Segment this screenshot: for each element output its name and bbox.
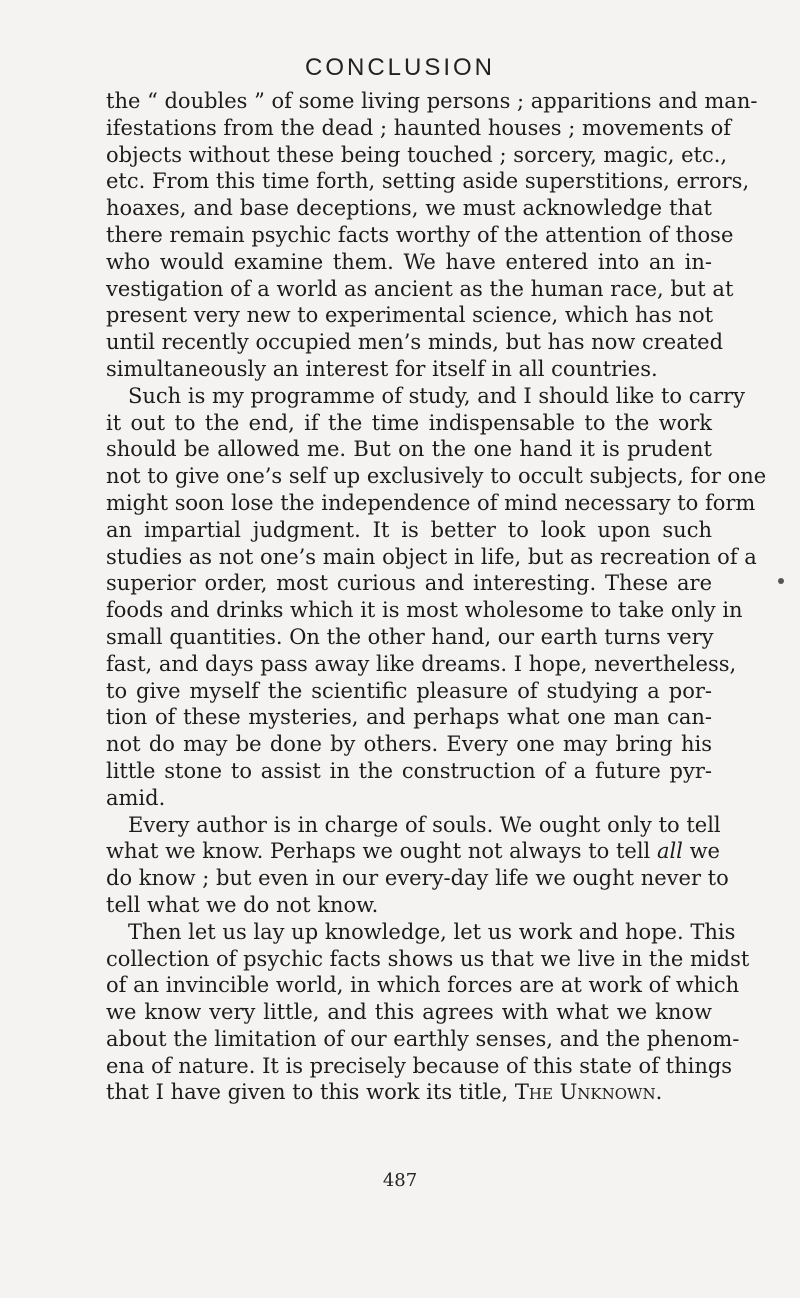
running-header: CONCLUSION — [304, 54, 496, 81]
text-line — [106, 1079, 712, 1106]
emphasis: all — [656, 839, 683, 864]
text-line: hoaxes, and base deceptions, we must acknowledge that — [106, 196, 712, 221]
text-line: foods and drinks which it is most wholesome to take only in — [106, 598, 743, 623]
ink-mark — [778, 578, 784, 584]
text-line: to give myself the scientific pleasure of studying a por- — [106, 678, 712, 703]
text-line: ifestations from the dead ; haunted houses ; movements of — [106, 115, 731, 140]
text-line: fast, and days pass away like dreams. I hope, nevertheless, — [106, 651, 737, 676]
text-line: small quantities. On the other hand, our earth turns very — [106, 624, 714, 649]
text-line: it out to the end, if the time indispensable to the work — [106, 410, 712, 435]
text-line: who would examine them. We have entered into an in- — [106, 249, 712, 274]
text-line: simultaneously an interest for itself in all countries. — [106, 356, 658, 381]
text-line: amid. — [106, 785, 166, 810]
book-title: The Unknown — [514, 1080, 656, 1105]
text-line: Then let us lay up knowledge, let us work and hope. This — [128, 919, 736, 944]
text-line: superior order, most curious and interesting. These are — [106, 571, 712, 596]
text-line: an impartial judgment. It is better to look upon such — [106, 517, 712, 542]
text-line: until recently occupied men’s minds, but has now created — [106, 330, 724, 355]
page-number: 487 — [382, 1170, 418, 1191]
text-line: tell what we do not know. — [106, 892, 379, 917]
text-segment: we — [682, 839, 720, 864]
text-line: do know ; but even in our every-day life we ought never to — [106, 866, 729, 891]
text-line: about the limitation of our earthly senses, and the phenom- — [106, 1026, 740, 1051]
text-line: should be allowed me. But on the one hand it is prudent — [106, 437, 712, 462]
text-line — [106, 838, 720, 865]
text-line: studies as not one’s main object in life, but as recreation of a — [106, 544, 757, 569]
text-line: tion of these mysteries, and perhaps what one man can- — [106, 705, 712, 730]
text-segment: . — [655, 1080, 663, 1105]
text-segment: what we know. Perhaps we ought not always to tell — [106, 839, 651, 864]
text-line: Such is my programme of study, and I should like to carry — [128, 383, 745, 408]
text-line: we know very little, and this agrees with what we know — [106, 1000, 712, 1025]
text-line: there remain psychic facts worthy of the attention of those — [106, 222, 734, 247]
text-line: vestigation of a world as ancient as the human race, but at — [106, 276, 734, 301]
text-line: little stone to assist in the construction of a future pyr- — [106, 758, 712, 783]
text-line: present very new to experimental science, which has not — [106, 303, 714, 328]
text-line: Every author is in charge of souls. We ought only to tell — [128, 812, 721, 837]
text-line: not to give one’s self up exclusively to occult subjects, for one — [106, 464, 767, 489]
text-line: etc. From this time forth, setting aside superstitions, errors, — [106, 169, 750, 194]
text-line: not do may be done by others. Every one may bring his — [106, 732, 712, 757]
text-line: ena of nature. It is precisely because of this state of things — [106, 1053, 733, 1078]
text-line: might soon lose the independence of mind necessary to form — [106, 490, 756, 515]
text-line: objects without these being touched ; sorcery, magic, etc., — [106, 142, 728, 167]
text-line: the “ doubles ” of some living persons ; apparitions and man- — [106, 89, 758, 113]
text-segment: that I have given to this work its title, — [106, 1080, 515, 1105]
text-line: collection of psychic facts shows us that we live in the midst — [106, 946, 750, 971]
text-line: of an invincible world, in which forces are at work of which — [106, 973, 740, 998]
body-text — [106, 88, 767, 1106]
